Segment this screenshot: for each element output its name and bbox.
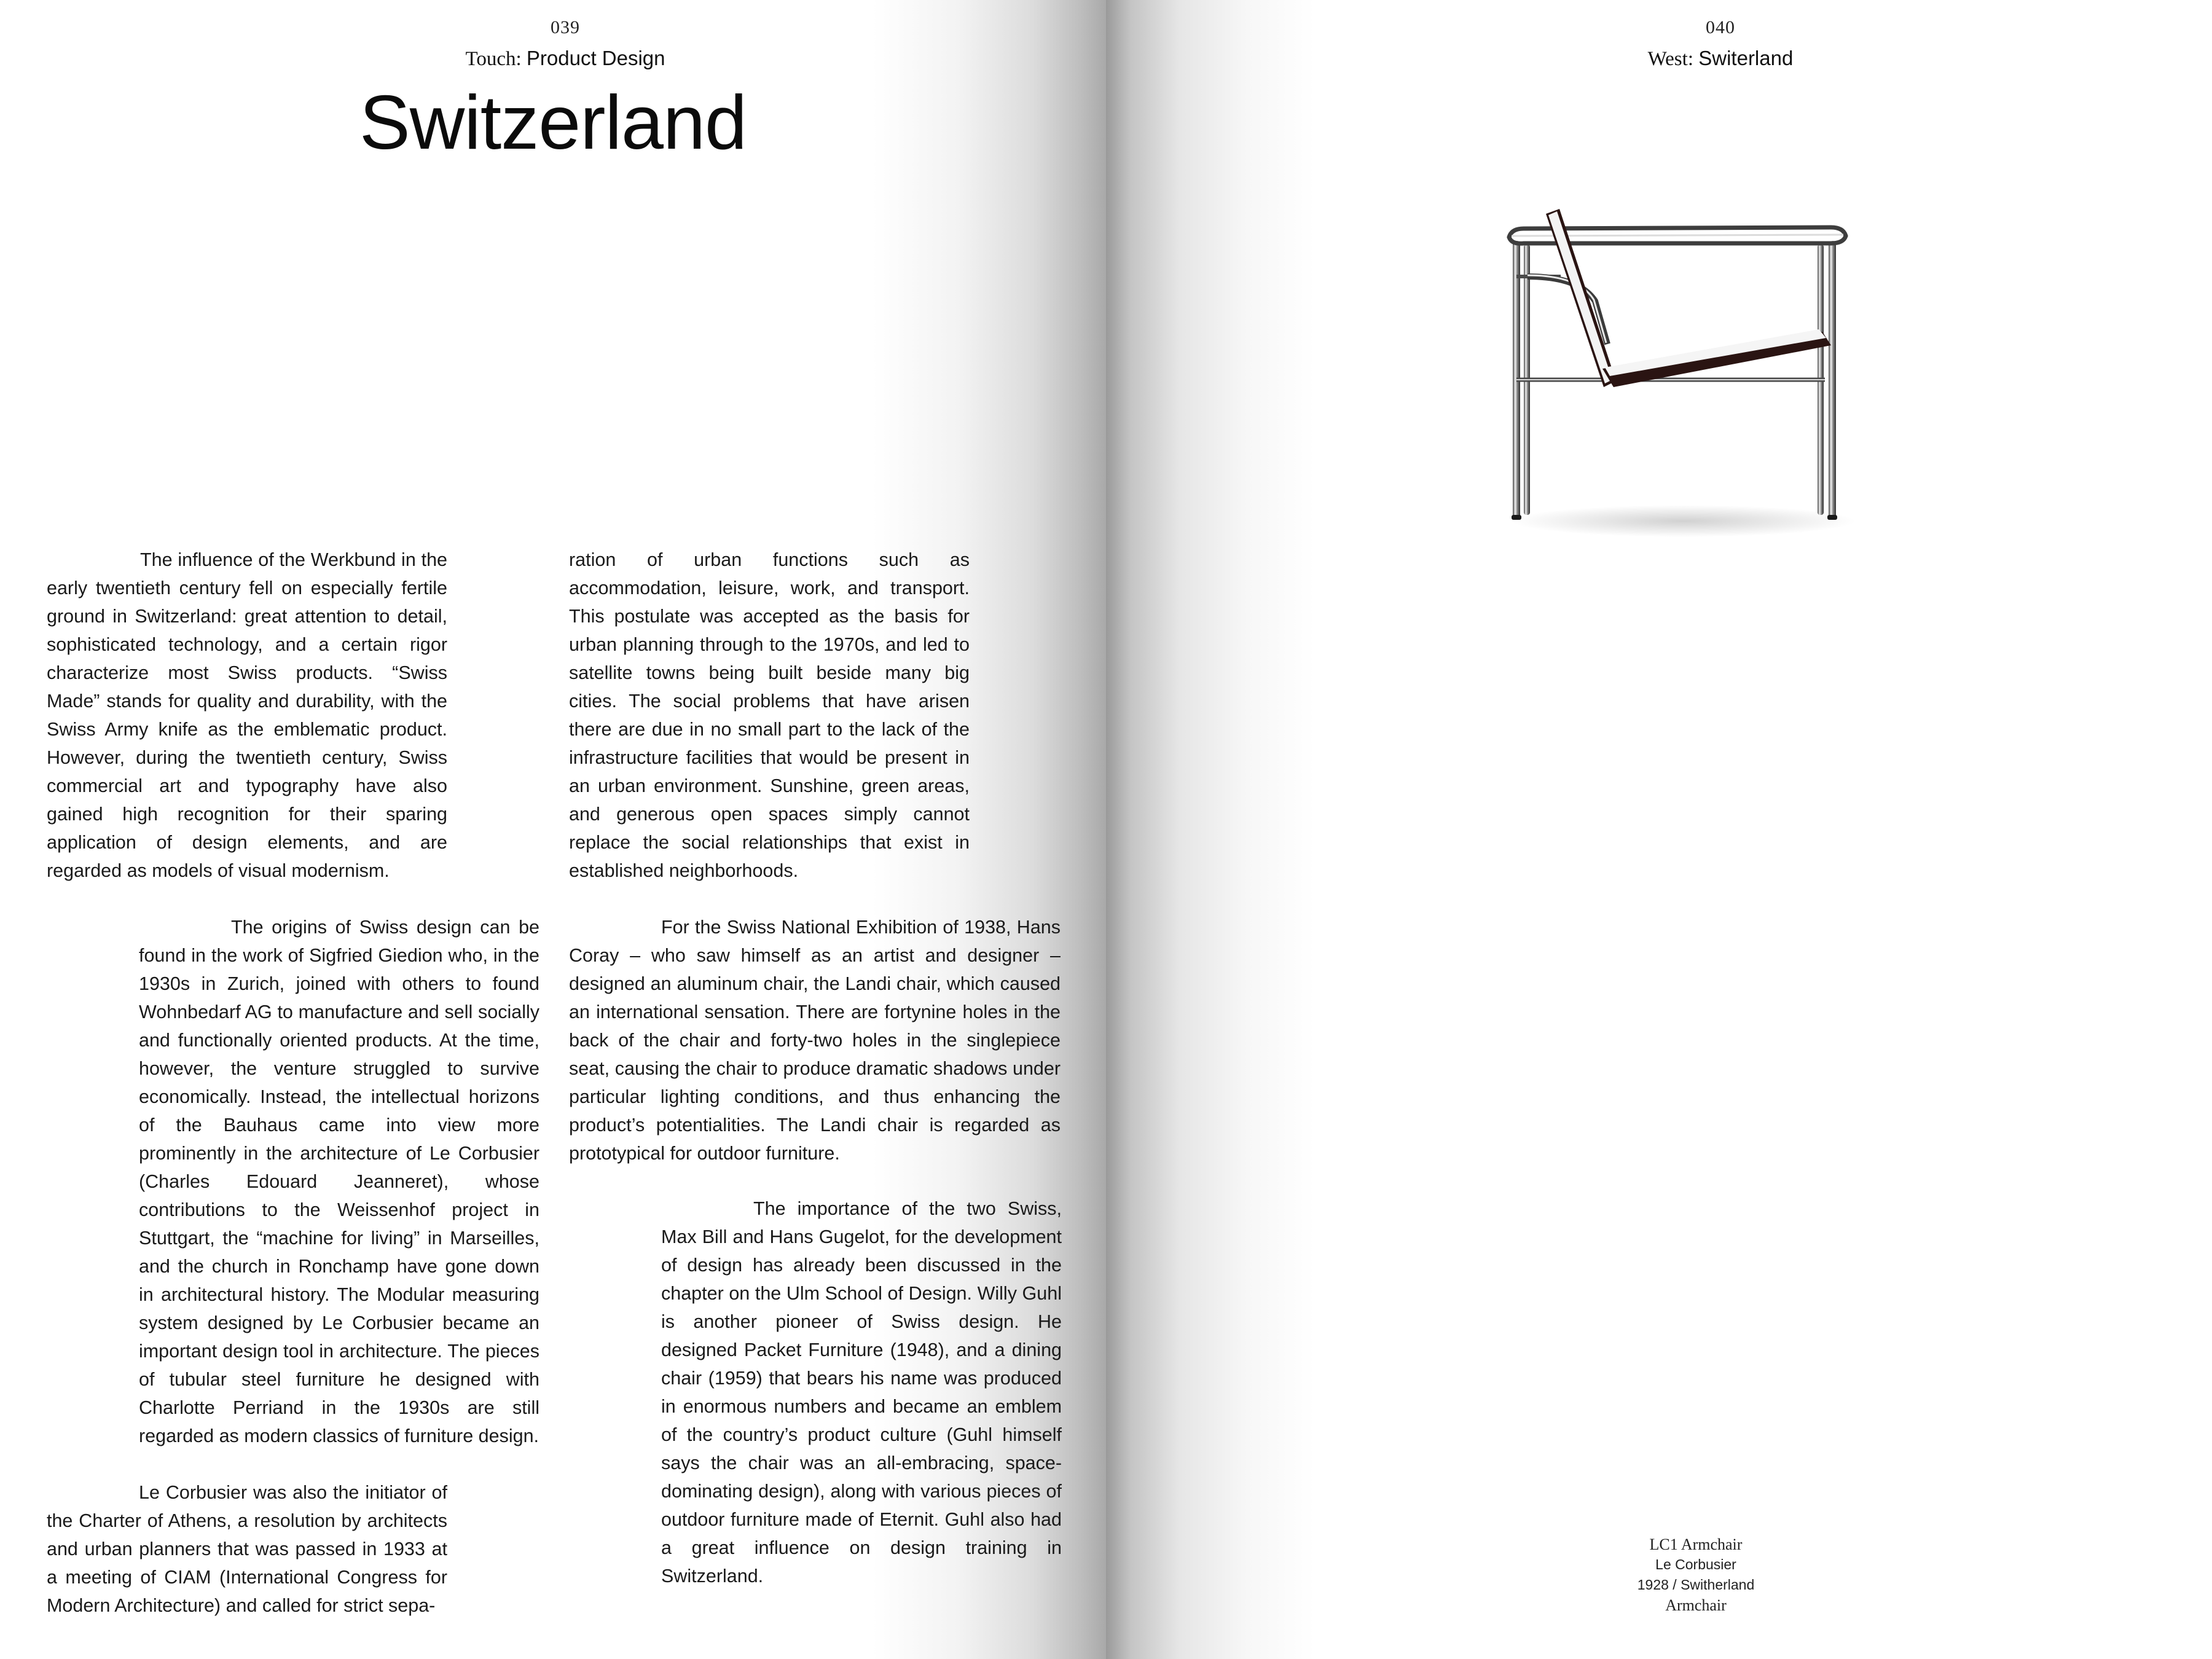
foot-cap [1512,515,1521,520]
section-name: Switerland [1698,47,1794,69]
page-number: 039 [551,17,580,37]
body-paragraph-5: For the Swiss National Exhibition of 1938, Hans Coray – who saw himself as an artist and designer – designed an aluminum chair, the Landi chair, which caused an international sensation. There are fortynine holes in the back of the chair and forty-two holes in the singlepiece seat, causing the chair to produce dramatic shadows under particular lighting conditions, and thus enhancing the product’s potentialities. The Landi chair is regarded as prototypical for outdoor furniture. [569,917,1061,1164]
right-page [1106,0,2212,1659]
body-paragraph-2: The origins of Swiss design can be found in the work of Sigfried Giedion who, in the 1930s in Zurich, joined with others to found Wohnbedarf AG to manufacture and sell socially and functionally oriented products. At the time, however, the venture struggled to survive economically. Instead, the intellectual horizons of the Bauhaus came into view more prominently in the architecture of Le Corbusier (Charles Edouard Jeanneret), whose contributions to the Weissenhof project in Stuttgart, the “machine for living” in Marseilles, and the church in Ronchamp have gone down in architectural history. The Modular measuring system designed by Le Corbusier became an important design tool in architecture. The pieces of tubular steel furniture he designed with Charlotte Perriand in the 1930s are still regarded as modern classics of furniture design. [139,917,539,1446]
page-number: 040 [1706,17,1735,37]
caption-year-place: 1928 / Switherland [1637,1577,1755,1593]
section-prefix: Touch: [465,48,522,70]
floor-shadow [1512,505,1856,537]
body-paragraph-6: The importance of the two Swiss, Max Bill and Hans Gugelot, for the development of design has already been discussed in the chapter on the Ulm School of Design. Willy Guhl is another pioneer of Swiss design. He designed Packet Furniture (1948), and a dining chair (1959) that bears his name was produced in enormous numbers and became an emblem of the country’s product culture (Guhl himself says the chair was an all-embracing, space-dominating design), along with various pieces of outdoor furniture made of Eternit. Guhl also had a great influence on design training in Switzerland. [661,1198,1062,1586]
foot-cap [1827,515,1837,520]
seat-leather [1605,329,1826,376]
section-header [369,47,762,71]
lc1-armchair-icon [1487,184,1862,541]
section-prefix: West: [1647,48,1693,70]
image-caption [1573,1534,1819,1615]
caption-name: LC1 Armchair [1649,1535,1743,1553]
backrest-leather [1548,211,1612,383]
caption-designer: Le Corbusier [1655,1556,1736,1572]
leg-front-left [1829,241,1836,519]
body-paragraph-3: Le Corbusier was also the initiator of the Charter of Athens, a resolution by architects and urban planners that was passed in 1933 at a meeting of CIAM (International Congress for Modern Architecture) and called for strict sepa- [47,1482,447,1616]
page-title: Switzerland [359,80,747,165]
body-paragraph-4: ration of urban functions such as accommodation, leisure, work, and transport. This postulate was accepted as the basis for urban planning through to the 1970s, and led to satellite towns being built beside many big cities. The social problems that have arisen there are due in no small part to the lack of the infrastructure facilities that would be present in an urban environment. Sunshine, green areas, and generous open spaces simply cannot replace the social relationships that exist in established neighborhoods. [569,549,970,881]
section-name: Product Design [526,47,665,69]
section-header [1598,47,1843,71]
body-paragraph-1: The influence of the Werkbund in the early twentieth century fell on especially fertile ground in Switzerland: great attention to detail, sophisticated technology, and a certain rigor characterize most Swiss products. “Swiss Made” stands for quality and durability, with the Swiss Army knife as the emblematic product. However, during the twentieth century, Swiss commercial art and typography have also gained high recognition for their sparing application of design elements, and are regarded as models of visual modernism. [47,549,447,881]
caption-category: Armchair [1665,1596,1727,1614]
